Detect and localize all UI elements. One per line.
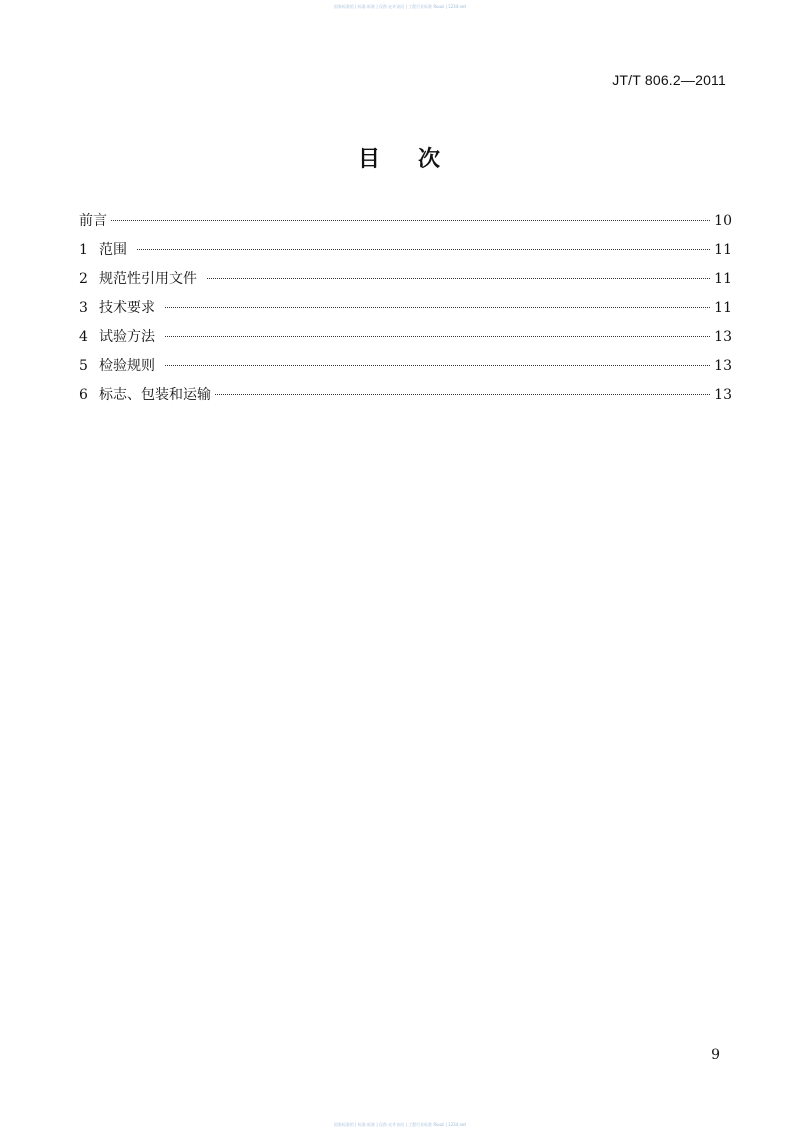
- toc-entry-label: 检验规则: [99, 358, 155, 374]
- toc-leader-dots: [165, 365, 710, 366]
- toc-entry-label: 技术要求: [99, 300, 155, 316]
- toc-entry-marking-packaging-transport[interactable]: [79, 381, 732, 410]
- toc-title: [0, 142, 800, 173]
- toc-entry-test-methods[interactable]: [79, 323, 732, 352]
- standard-code: JT/T 806.2—2011: [612, 72, 726, 88]
- toc-entry-inspection-rules[interactable]: [79, 352, 732, 381]
- toc-leader-dots: [215, 394, 710, 395]
- toc-entry-page: 11: [714, 242, 732, 258]
- toc-entry-page: 13: [714, 329, 732, 345]
- toc-entry-page: 11: [714, 300, 732, 316]
- toc-entry-number: 6: [79, 387, 88, 403]
- toc-title-char-1: 目: [357, 147, 382, 172]
- page-number: 9: [711, 1047, 720, 1063]
- toc-title-char-2: 次: [418, 147, 443, 172]
- toc-entry-number: 3: [79, 300, 88, 316]
- toc-entry-number: 2: [79, 271, 88, 287]
- toc-entry-page: 11: [714, 271, 732, 287]
- toc-leader-dots: [137, 249, 710, 250]
- toc-leader-dots: [207, 278, 710, 279]
- toc-entry-page: 10: [714, 213, 732, 229]
- toc-entry-normative-references[interactable]: [79, 265, 732, 294]
- toc-entry-label: 试验方法: [99, 329, 155, 345]
- toc-entry-page: 13: [714, 358, 732, 374]
- toc-leader-dots: [111, 220, 710, 221]
- toc-entry-label: 标志、包装和运输: [99, 387, 211, 403]
- watermark-top: 国家标准馆 | 标准.标准 | 仅供.允许访问 | 工程行业标准 Rouzi | 1234.net: [333, 4, 467, 9]
- toc-entry-foreword[interactable]: [79, 207, 732, 236]
- toc-entry-number: 5: [79, 358, 88, 374]
- toc-entry-number: 4: [79, 329, 88, 345]
- toc-entry-label: 前言: [79, 213, 107, 229]
- toc-entry-number: 1: [79, 242, 88, 258]
- toc-entry-scope[interactable]: [79, 236, 732, 265]
- toc-leader-dots: [165, 336, 710, 337]
- toc-entry-technical-requirements[interactable]: [79, 294, 732, 323]
- toc-entry-label: 规范性引用文件: [99, 271, 197, 287]
- toc-entry-label: 范围: [99, 242, 127, 258]
- toc-entry-page: 13: [714, 387, 732, 403]
- watermark-bottom: 国家标准馆 | 标准.标准 | 仅供.允许访问 | 工程行业标准 Rouzi | 1234.net: [333, 1122, 467, 1127]
- toc-list: [79, 207, 732, 410]
- toc-leader-dots: [165, 307, 710, 308]
